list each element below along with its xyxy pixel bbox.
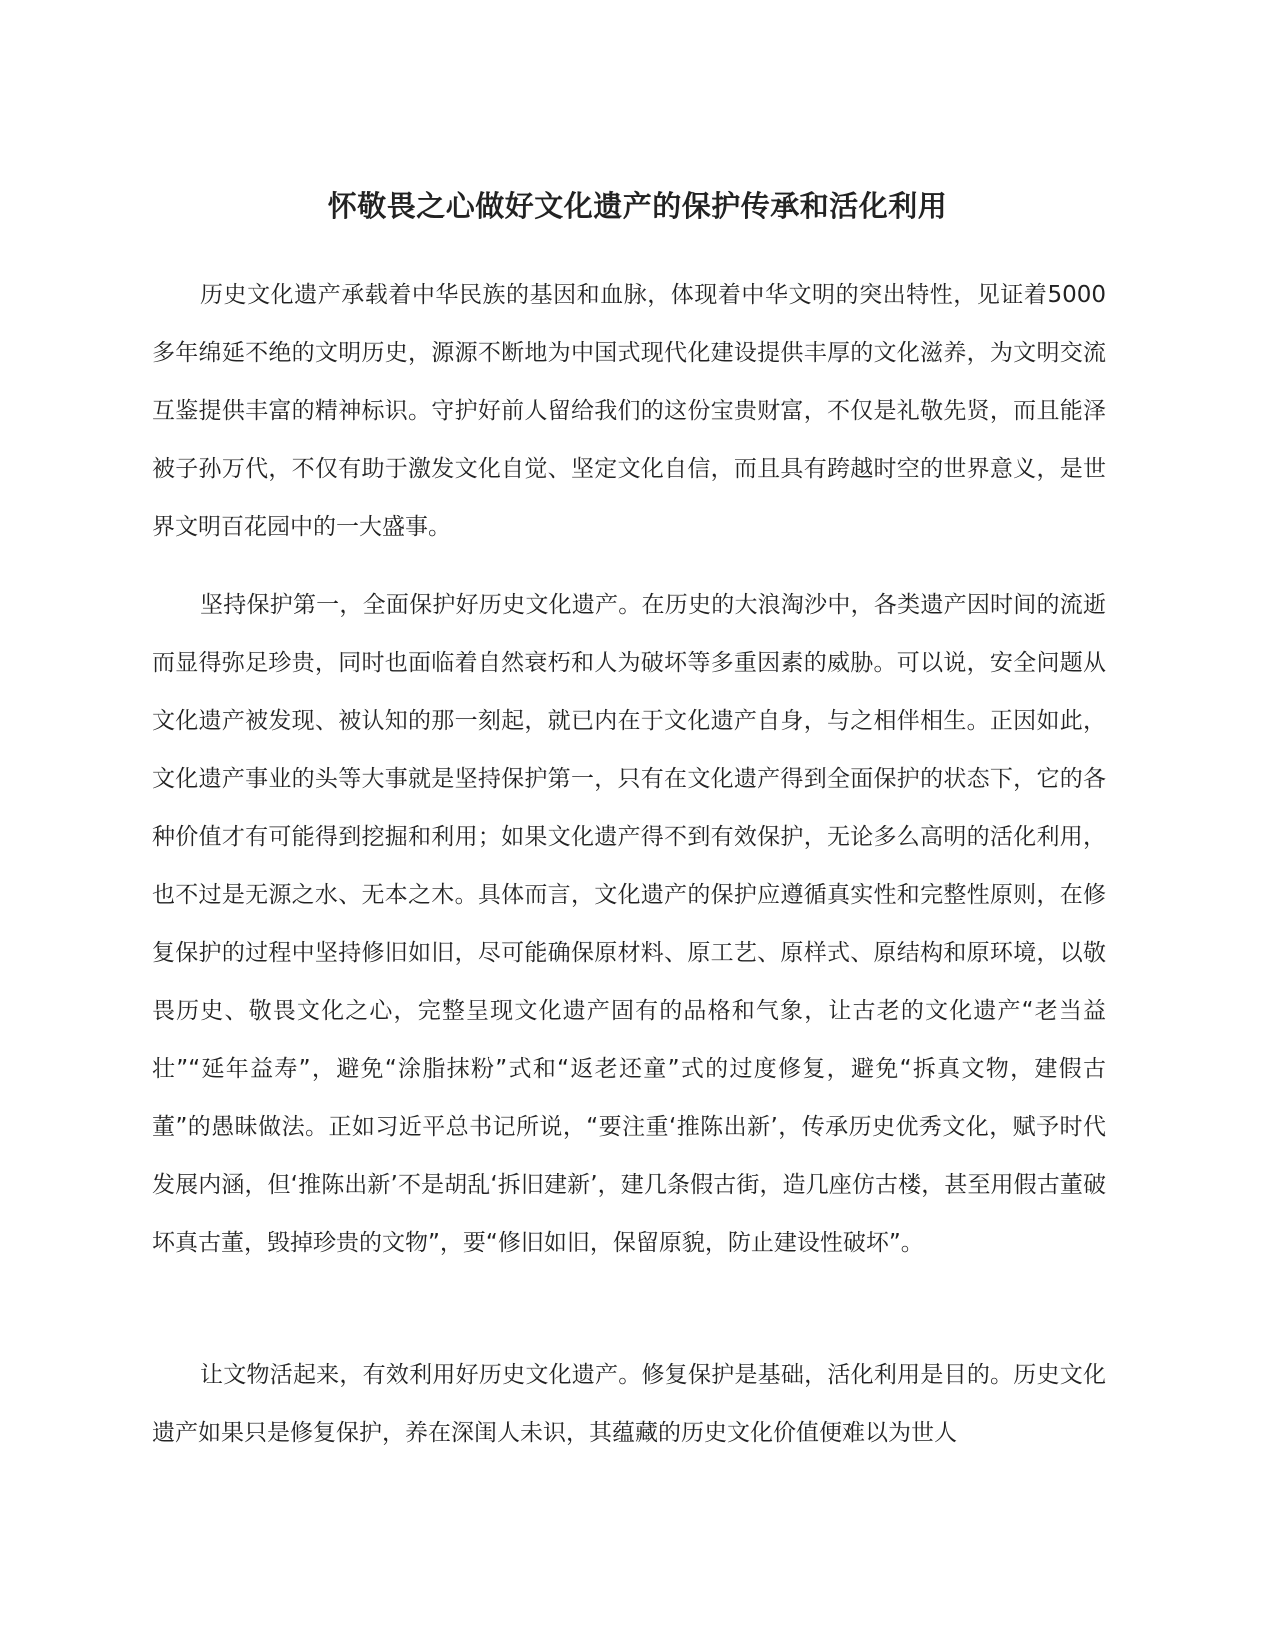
paragraph-intro: 历史文化遗产承载着中华民族的基因和血脉，体现着中华文明的突出特性，见证着5000 多年绵延不绝的文明历史，源源不断地为中国式现代化建设提供丰厚的文化滋养，为文明交流互鉴提供丰富的精神标识。守护好前人留给我们的这份宝贵财富，不仅是礼敬先贤，而且能泽被子孙万代，不仅有助于激发文化自觉、坚定文化自信，而且具有跨越时空的世界意义，是世界文明百花园中的一大盛事。 — [152, 282, 1106, 540]
paragraph-protection-first: 坚持保护第一，全面保护好历史文化遗产。在历史的大浪淘沙中，各类遗产因时间的流逝而显得弥足珍贵，同时也面临着自然衰朽和人为破坏等多重因素的威胁。可以说，安全问题从文化遗产被发现、被认知的那一刻起，就已内在于文化遗产自身，与之相伴相生。正因如此，文化遗产事业的头等大事就是坚持保护第一，只有在文化遗产得到全面保护的状态下，它的各种价值才有可能得到挖掘和利用；如果文化遗产得不到有效保护，无论多么高明的活化利用，也不过是无源之水、无本之木。具体而言，文化遗产的保护应遵循真实性和完整性原则，在修复保护的过程中坚持修旧如旧，尽可能确保原材料、原工艺、原样式、原结构和原环境，以敬畏历史、敬畏文化之心，完整呈现文化遗产固有的品格和气象，让古老的文化遗产“老当益壮”“延年益寿”，避免“涂脂抹粉”式和“返老还童”式的过度修复，避免“拆真文物，建假古董”的愚昧做法。正如习近平总书记所说，“要注重‘推陈出新’，传承历史优秀文化，赋予时代发展内涵，但‘推陈出新’不是胡乱‘拆旧建新’，建几条假古街，造几座仿古楼，甚至用假古董破坏真古董，毁掉珍贵的文物”，要“修旧如旧，保留原貌，防止建设性破坏”。 — [152, 592, 1106, 1256]
paragraph-revitalization: 让文物活起来，有效利用好历史文化遗产。修复保护是基础，活化利用是目的。历史文化遗产如果只是修复保护，养在深闺人未识，其蕴藏的历史文化价值便难以为世人 — [152, 1362, 1106, 1446]
document-title: 怀敬畏之心做好文化遗产的保护传承和活化利用 — [327, 189, 948, 223]
